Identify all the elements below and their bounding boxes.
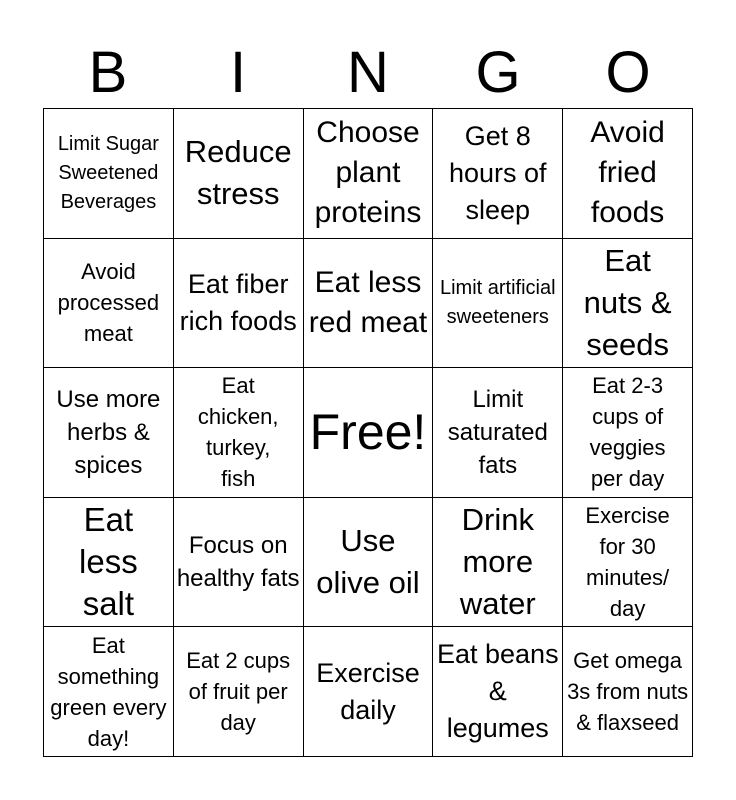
header-letter-g: G xyxy=(475,40,521,105)
bingo-cell-r3-c2[interactable] xyxy=(304,498,434,628)
bingo-cell-r1-c2[interactable] xyxy=(304,239,434,369)
cell-text: Get omega 3s from nuts & flaxseed xyxy=(567,648,689,736)
cell-text: Eat less red meat xyxy=(308,265,428,339)
header-letter-o: O xyxy=(605,40,651,105)
bingo-cell-r2-c4[interactable] xyxy=(563,368,693,498)
cell-text: Eat chicken, turkey, fish xyxy=(197,373,279,492)
cell-text: Avoid fried foods xyxy=(590,116,665,230)
cell-text: Limit artificial sweeteners xyxy=(439,276,556,328)
bingo-cell-r2-c1[interactable] xyxy=(174,368,304,498)
cell-text: Drink more water xyxy=(459,502,536,622)
bingo-cell-r4-c4[interactable] xyxy=(563,627,693,757)
bingo-cell-r0-c2[interactable] xyxy=(304,109,434,239)
cell-text: Eat 2 cups of fruit per day xyxy=(186,648,291,736)
cell-text: Limit Sugar Sweetened Beverages xyxy=(57,132,159,213)
cell-text: Exercise for 30 minutes/ day xyxy=(585,503,670,622)
bingo-grid xyxy=(43,108,693,757)
cell-text: Reduce stress xyxy=(184,134,292,212)
bingo-cell-r2-c0[interactable] xyxy=(44,368,174,498)
bingo-cell-r0-c4[interactable] xyxy=(563,109,693,239)
bingo-cell-r4-c0[interactable] xyxy=(44,627,174,757)
bingo-cell-r4-c2[interactable] xyxy=(304,627,434,757)
bingo-cell-r4-c1[interactable] xyxy=(174,627,304,757)
cell-text: Eat 2-3 cups of veggies per day xyxy=(589,373,666,492)
bingo-cell-r1-c0[interactable] xyxy=(44,239,174,369)
bingo-cell-r2-c3[interactable] xyxy=(433,368,563,498)
bingo-cell-r0-c3[interactable] xyxy=(433,109,563,239)
cell-text: Choose plant proteins xyxy=(314,116,422,230)
cell-text: Eat fiber rich foods xyxy=(179,268,297,336)
bingo-cell-r3-c3[interactable] xyxy=(433,498,563,628)
bingo-cell-r2-c2[interactable] xyxy=(304,368,434,498)
cell-text: Eat nuts & seeds xyxy=(583,242,672,362)
bingo-cell-r1-c1[interactable] xyxy=(174,239,304,369)
cell-text: Free! xyxy=(309,404,427,461)
bingo-cell-r4-c3[interactable] xyxy=(433,627,563,757)
bingo-cell-r0-c0[interactable] xyxy=(44,109,174,239)
cell-text: Avoid processed meat xyxy=(57,259,160,347)
cell-text: Eat beans & legumes xyxy=(436,639,559,744)
header-letter-i: I xyxy=(229,40,247,105)
header-letter-b: B xyxy=(88,40,128,105)
bingo-header xyxy=(43,38,693,108)
cell-text: Eat something green every day! xyxy=(50,632,167,751)
cell-text: Exercise daily xyxy=(316,657,420,725)
cell-text: Focus on healthy fats xyxy=(176,532,300,593)
cell-text: Get 8 hours of sleep xyxy=(449,120,547,225)
bingo-cell-r1-c3[interactable] xyxy=(433,239,563,369)
bingo-cell-r3-c4[interactable] xyxy=(563,498,693,628)
cell-text: Use olive oil xyxy=(316,523,420,601)
header-letter-n: N xyxy=(347,40,389,105)
bingo-cell-r3-c1[interactable] xyxy=(174,498,304,628)
bingo-cell-r1-c4[interactable] xyxy=(563,239,693,369)
cell-text: Use more herbs & spices xyxy=(56,385,161,479)
bingo-cell-r3-c0[interactable] xyxy=(44,498,174,628)
cell-text: Limit saturated fats xyxy=(447,385,548,479)
cell-text: Eat less salt xyxy=(79,501,138,623)
bingo-cell-r0-c1[interactable] xyxy=(174,109,304,239)
